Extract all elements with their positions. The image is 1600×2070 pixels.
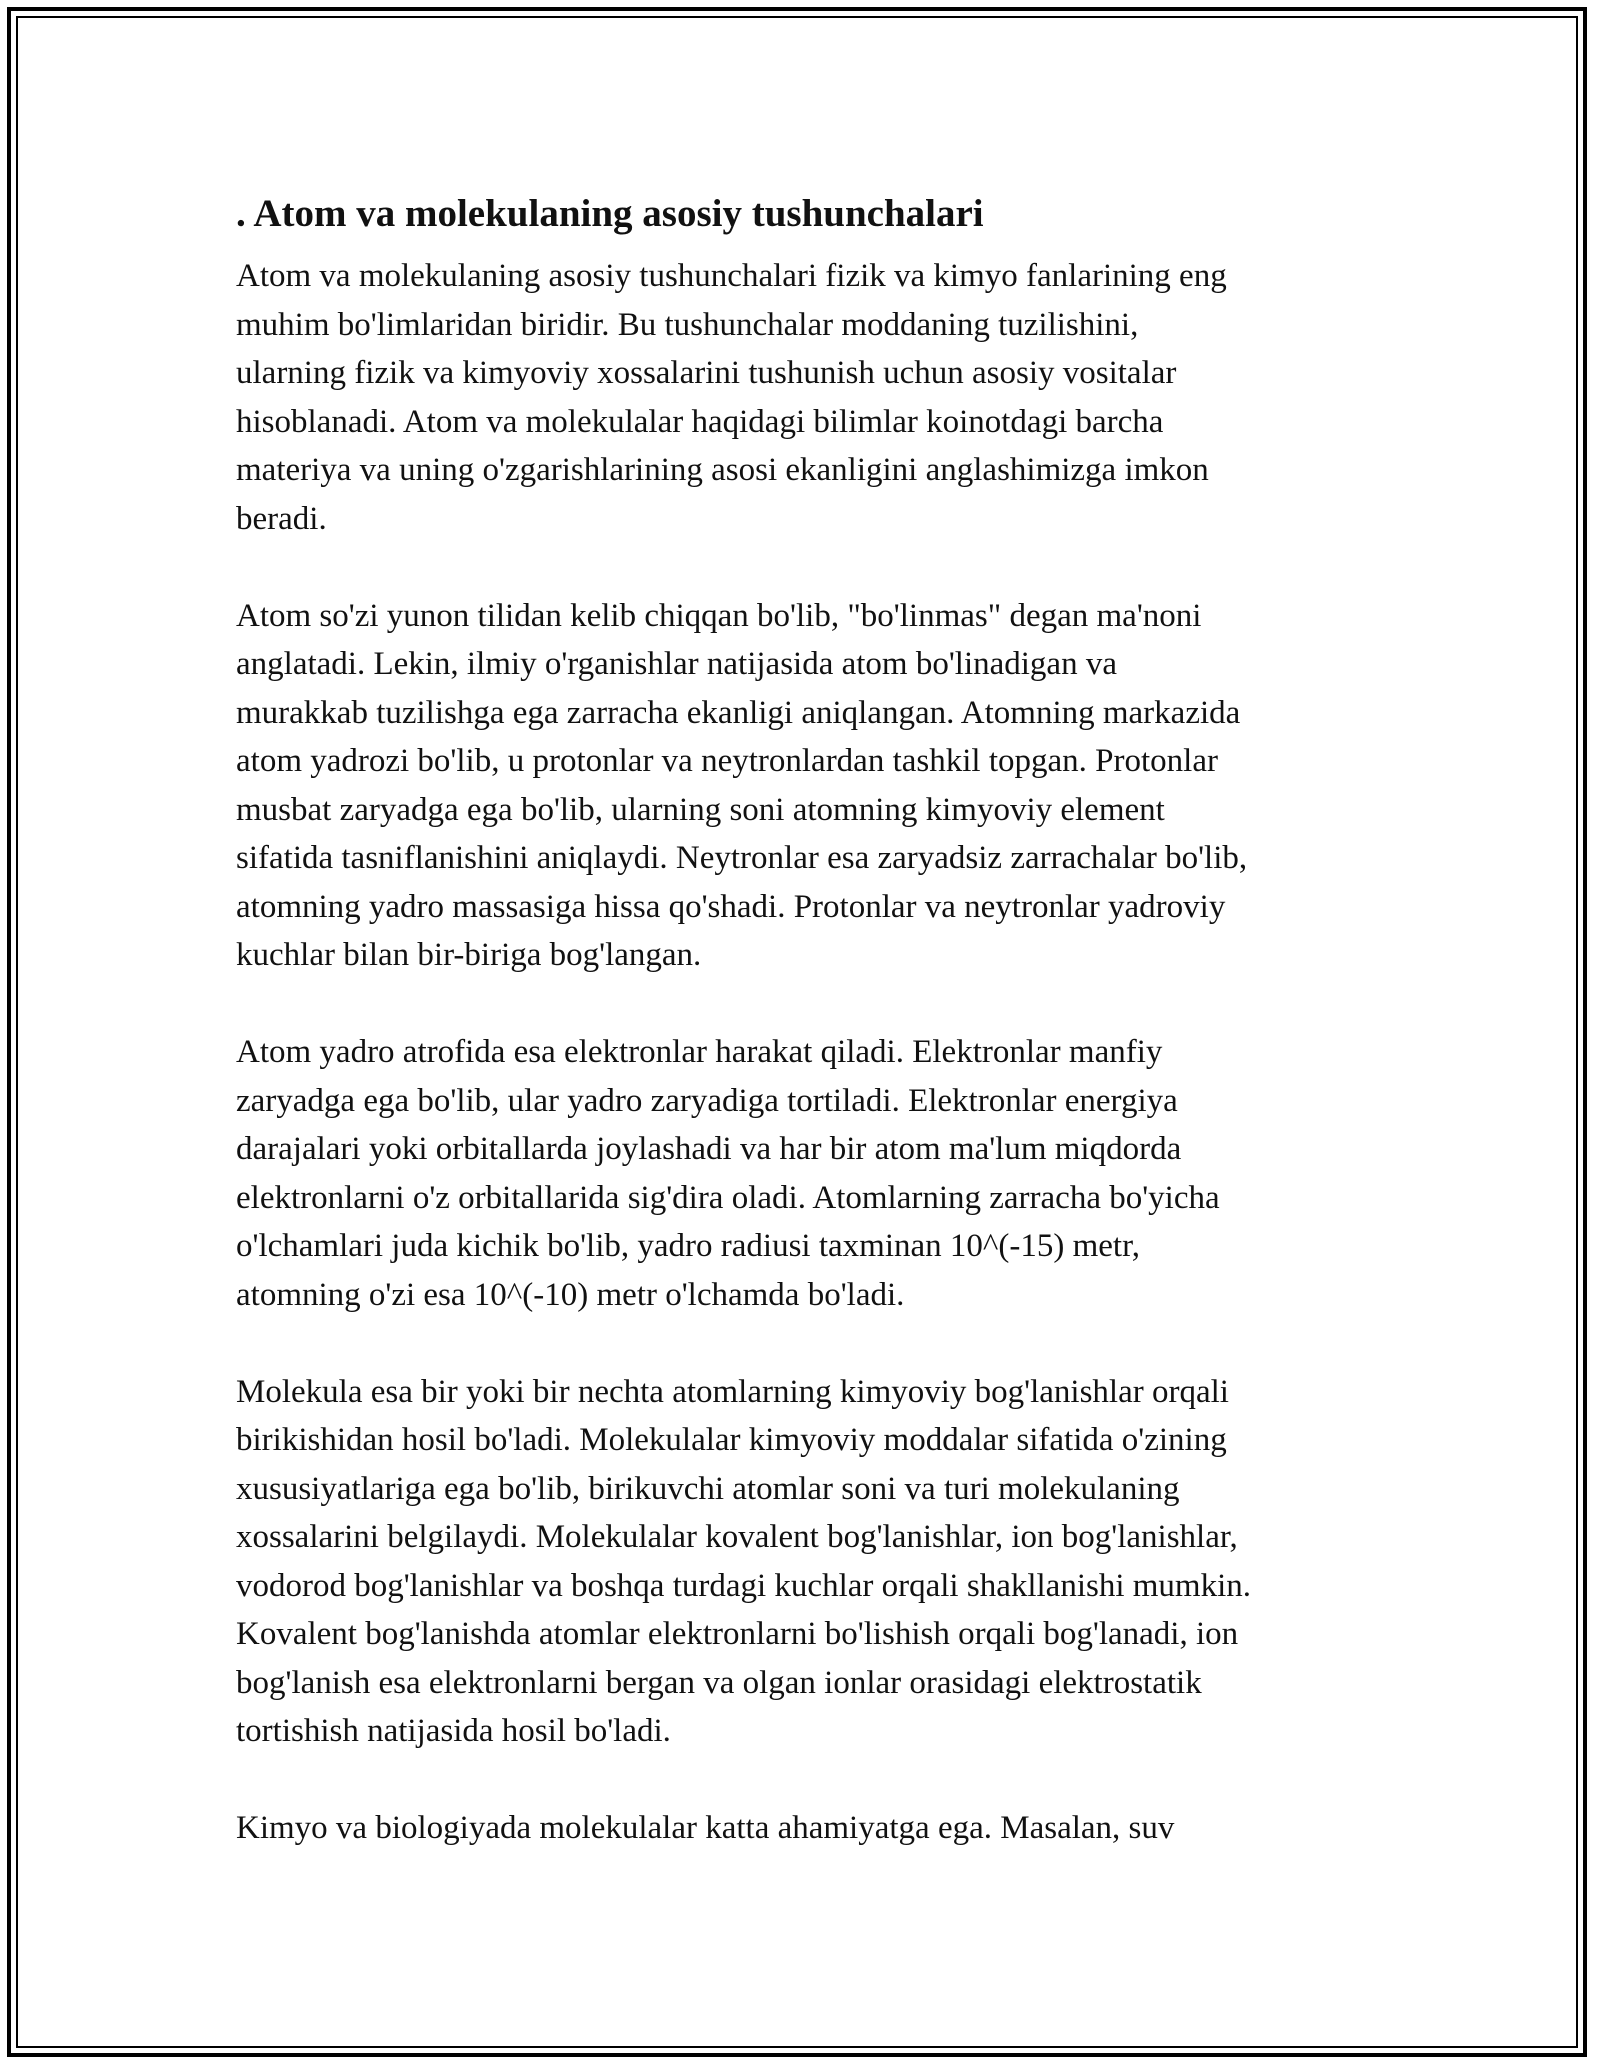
- text-line: bog'lanish esa elektronlarni bergan va olgan ionlar orasidagi elektrostatik: [236, 1664, 1202, 1701]
- text-line: Kovalent bog'lanishda atomlar elektronlarni bo'lishish orqali bog'lanadi, ion: [236, 1616, 1239, 1652]
- text-line: Atom va molekulaning asosiy tushunchalari fizik va kimyo fanlarining eng: [236, 258, 1227, 294]
- document-body: [236, 186, 1386, 1901]
- text-line: atomning yadro massasiga hissa qo'shadi. Protonlar va neytronlar yadroviy: [236, 888, 1226, 925]
- text-line: birikishidan hosil bo'ladi. Molekulalar kimyoviy moddalar sifatida o'zining: [236, 1422, 1227, 1458]
- text-line: Kimyo va biologiyada molekulalar katta ahamiyatga ega. Masalan, suv: [236, 1810, 1175, 1846]
- section-heading: . Atom va molekulaning asosiy tushunchalari: [236, 192, 984, 235]
- paragraph-5: [236, 1804, 1386, 1853]
- paragraph-2: [236, 592, 1386, 980]
- text-line: hisoblanadi. Atom va molekulalar haqidagi bilimlar koinotdagi barcha: [236, 403, 1164, 440]
- text-line: musbat zaryadga ega bo'lib, ularning soni atomning kimyoviy element: [236, 791, 1165, 828]
- text-line: zaryadga ega bo'lib, ular yadro zaryadiga tortiladi. Elektronlar energiya: [236, 1082, 1178, 1119]
- text-line: murakkab tuzilishga ega zarracha ekanligi aniqlangan. Atomning markazida: [236, 694, 1241, 731]
- text-line: anglatadi. Lekin, ilmiy o'rganishlar natijasida atom bo'linadigan va: [236, 646, 1117, 682]
- text-line: xususiyatlariga ega bo'lib, birikuvchi atomlar soni va turi molekulaning: [236, 1470, 1180, 1507]
- text-line: atomning o'zi esa 10^(-10) metr o'lchamda bo'ladi.: [236, 1276, 905, 1313]
- text-line: kuchlar bilan bir-biriga bog'langan.: [236, 937, 702, 973]
- text-line: xossalarini belgilaydi. Molekulalar kovalent bog'lanishlar, ion bog'lanishlar,: [236, 1519, 1238, 1555]
- text-line: elektronlarni o'z orbitallarida sig'dira oladi. Atomlarning zarracha bo'yicha: [236, 1179, 1220, 1216]
- text-line: beradi.: [236, 500, 327, 537]
- paragraph-4: [236, 1368, 1386, 1756]
- text-line: Molekula esa bir yoki bir nechta atomlarning kimyoviy bog'lanishlar orqali: [236, 1373, 1229, 1410]
- text-line: Atom so'zi yunon tilidan kelib chiqqan bo'lib, "bo'linmas" degan ma'noni: [236, 597, 1202, 634]
- paragraph-1: [236, 252, 1386, 543]
- text-line: Atom yadro atrofida esa elektronlar harakat qiladi. Elektronlar manfiy: [236, 1034, 1163, 1070]
- text-line: tortishish natijasida hosil bo'ladi.: [236, 1713, 671, 1749]
- text-line: materiya va uning o'zgarishlarining asosi ekanligini anglashimizga imkon: [236, 452, 1209, 488]
- text-line: darajalari yoki orbitallarda joylashadi va har bir atom ma'lum miqdorda: [236, 1131, 1182, 1167]
- text-line: vodorod bog'lanishlar va boshqa turdagi kuchlar orqali shakllanishi mumkin.: [236, 1567, 1252, 1604]
- text-line: o'lchamlari juda kichik bo'lib, yadro radiusi taxminan 10^(-15) metr,: [236, 1228, 1140, 1264]
- text-line: ularning fizik va kimyoviy xossalarini tushunish uchun asosiy vositalar: [236, 355, 1177, 391]
- text-line: atom yadrozi bo'lib, u protonlar va neytronlardan tashkil topgan. Protonlar: [236, 743, 1218, 779]
- text-line: sifatida tasniflanishini aniqlaydi. Neytronlar esa zaryadsiz zarrachalar bo'lib,: [236, 840, 1248, 876]
- paragraph-3: [236, 1028, 1386, 1319]
- text-line: muhim bo'limlaridan biridir. Bu tushunchalar moddaning tuzilishini,: [236, 306, 1139, 343]
